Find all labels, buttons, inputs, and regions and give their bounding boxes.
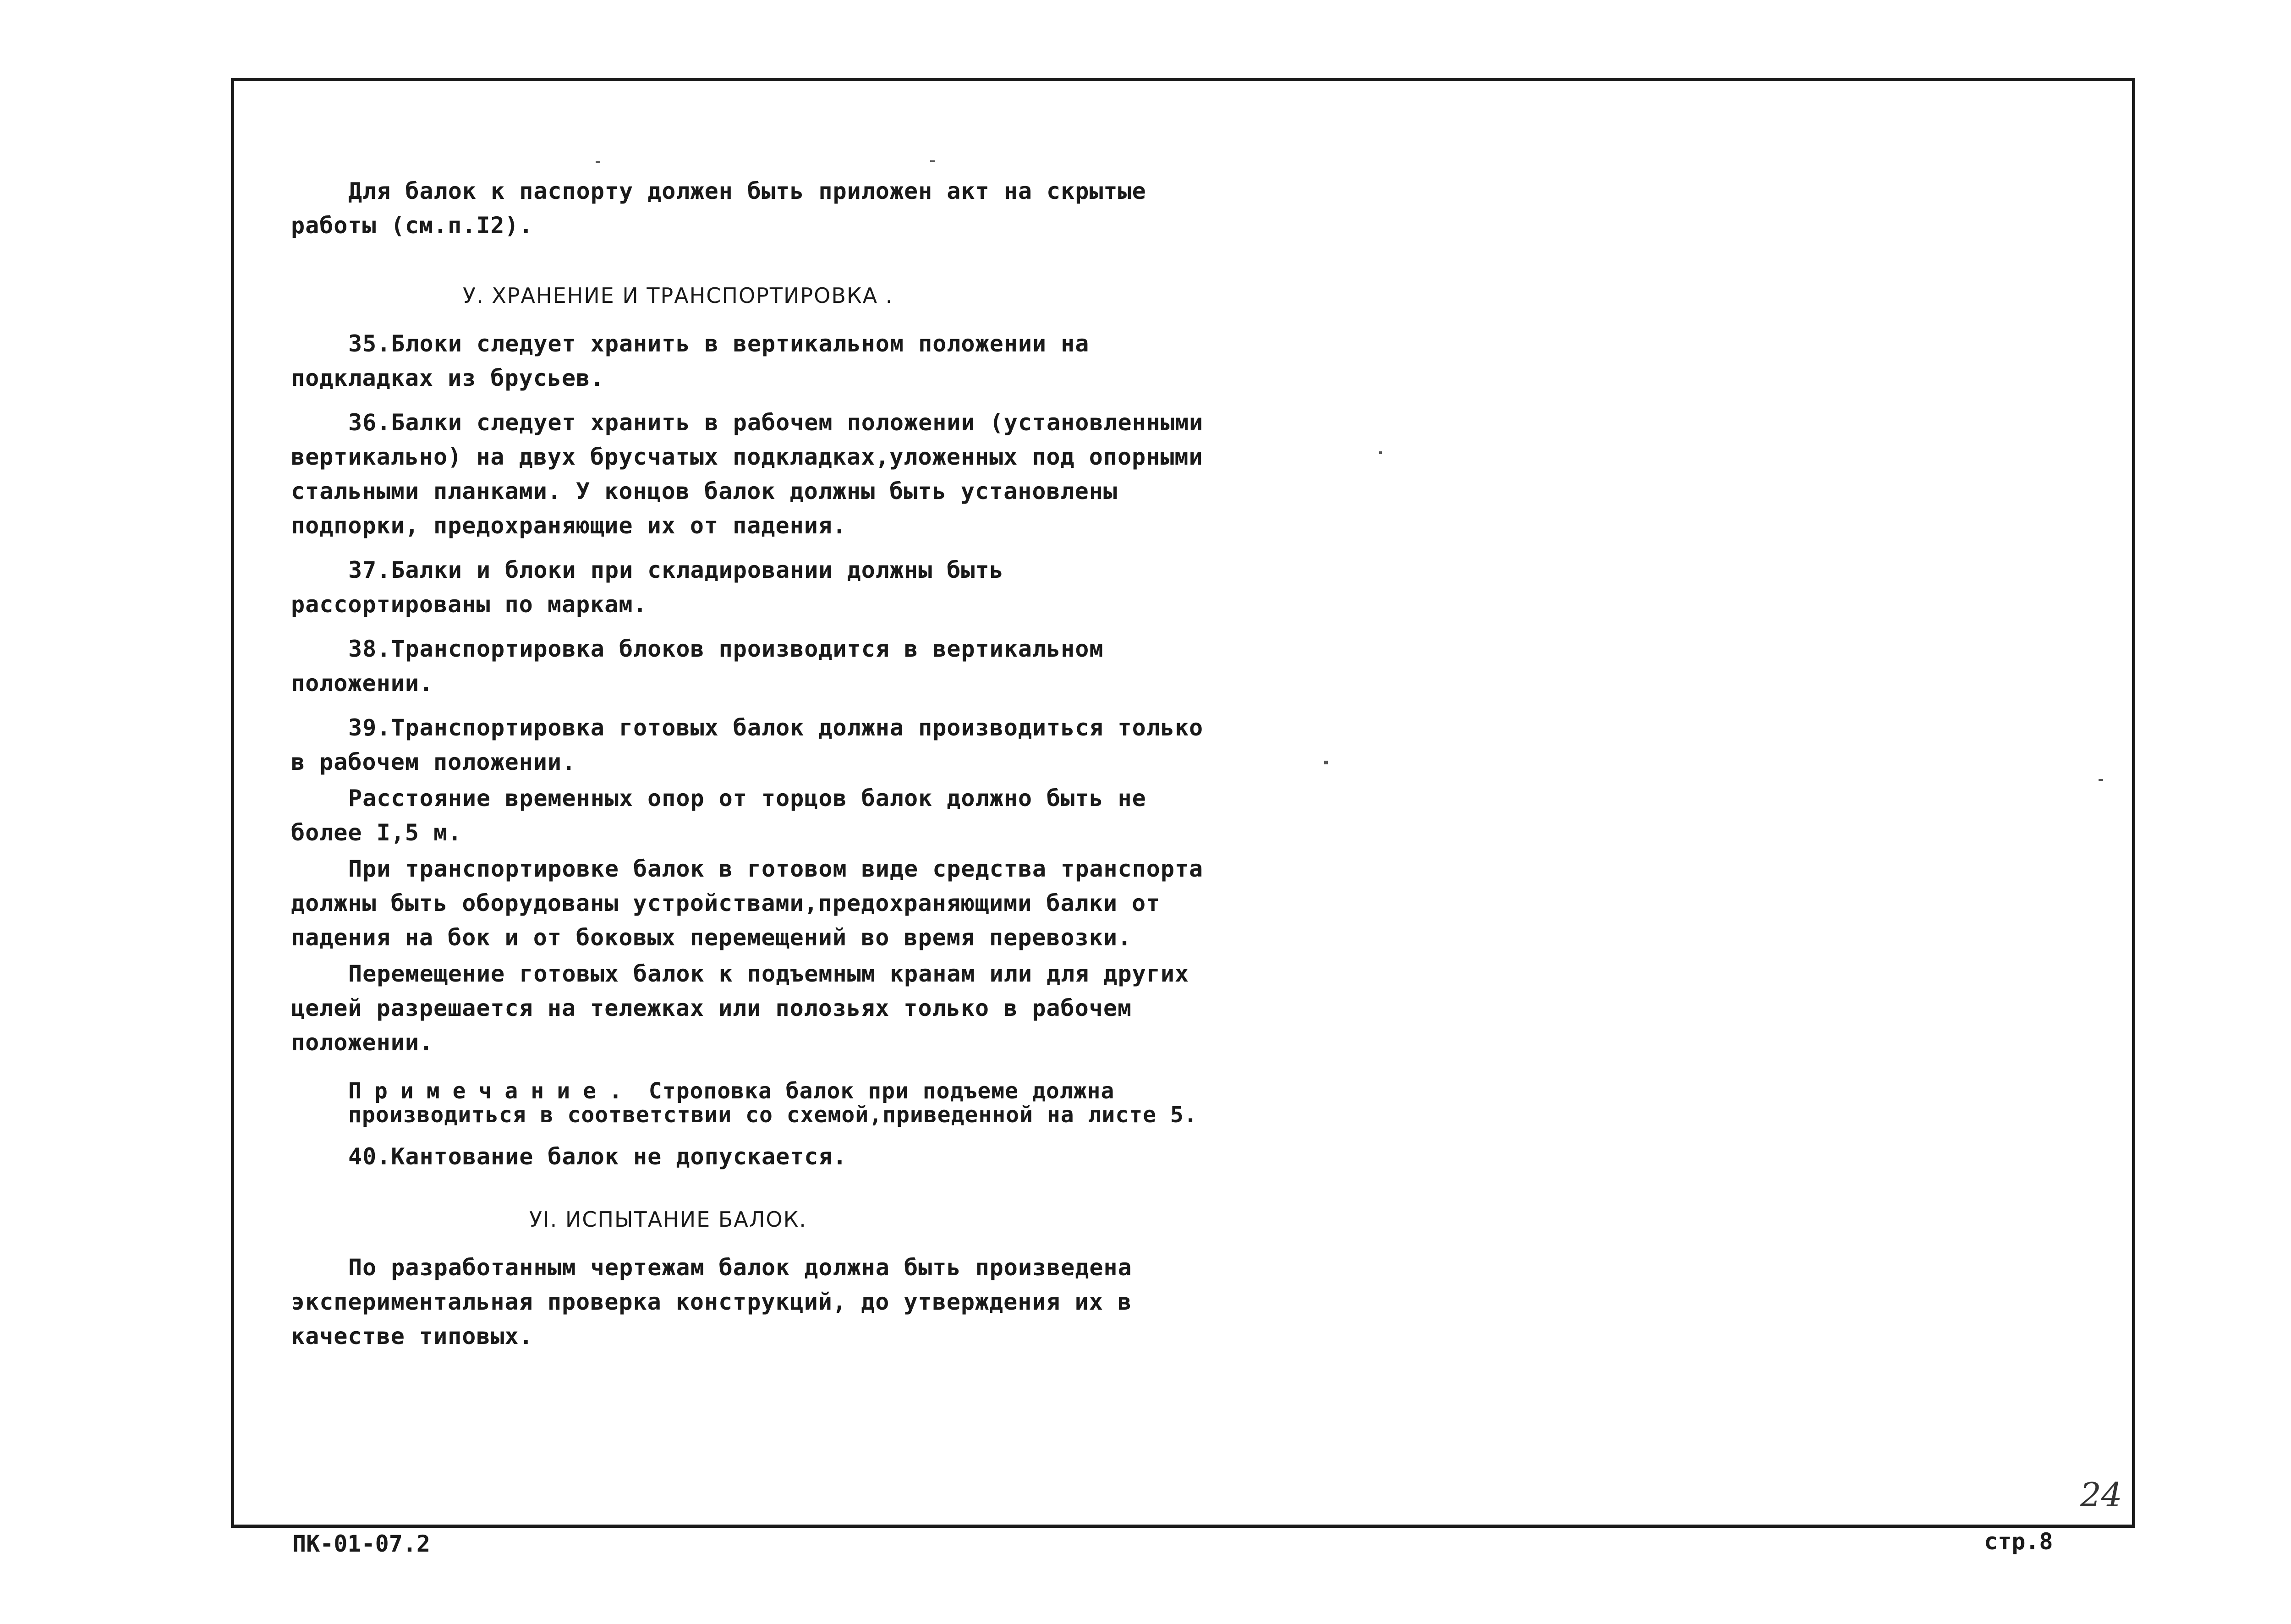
scan-speck bbox=[2099, 779, 2103, 781]
paragraph-36: 36.Балки следует хранить в рабочем положении (установленными вертикально) на двух брусчатых подкладках,уложенных под опорными стальными планками. У концов балок должны быть установлены подпорки, предохраняющие их от падения. bbox=[291, 409, 1204, 539]
handwritten-sheet-number: 24 bbox=[2080, 1476, 2122, 1514]
paragraph-39-moving: Перемещение готовых балок к подъемным кранам или для других целей разрешается на тележках или полозьях только в рабочем положении. bbox=[291, 960, 1189, 1056]
section-6-title: УI. ИСПЫТАНИЕ БАЛОК. bbox=[529, 1207, 807, 1232]
paragraph-40: 40.Кантование балок не допускается. bbox=[348, 1143, 847, 1170]
note-label: Примечание. bbox=[348, 1078, 635, 1104]
scan-speck bbox=[1324, 761, 1328, 764]
document-body bbox=[291, 174, 1207, 1364]
scan-speck bbox=[1379, 451, 1382, 454]
paragraph-testing: По разработанным чертежам балок должна быть произведена экспериментальная проверка конструкций, до утверждения их в качестве типовых. bbox=[291, 1254, 1132, 1350]
note bbox=[291, 1079, 1207, 1127]
paragraph-38: 38.Транспортировка блоков производится в вертикальном положении. bbox=[291, 636, 1104, 697]
paragraph-intro: Для балок к паспорту должен быть приложен акт на скрытые работы (см.п.I2). bbox=[291, 178, 1146, 239]
page-number: стр.8 bbox=[1984, 1528, 2053, 1555]
paragraph-39-distance: Расстояние временных опор от торцов балок должно быть не более I,5 м. bbox=[291, 785, 1146, 846]
scan-speck bbox=[596, 161, 600, 163]
paragraph-39-transport: При транспортировке балок в готовом виде средства транспорта должны быть оборудованы устройствами,предохраняющими балки от падения на бок и от боковых перемещений во время перевозки. bbox=[291, 856, 1204, 951]
paragraph-37: 37.Балки и блоки при складировании должны быть рассортированы по маркам. bbox=[291, 557, 1004, 618]
paragraph-39: 39.Транспортировка готовых балок должна производиться только в рабочем положении. bbox=[291, 714, 1204, 775]
section-5-title: У. ХРАНЕНИЕ И ТРАНСПОРТИРОВКА . bbox=[463, 283, 893, 308]
paragraph-35: 35.Блоки следует хранить в вертикальном положении на подкладках из брусьев. bbox=[291, 330, 1090, 391]
document-code: ПК-01-07.2 bbox=[292, 1531, 431, 1557]
note-text: Строповка балок при подъеме должна производиться в соответствии со схемой,приведенной на листе 5. bbox=[348, 1078, 1198, 1128]
scan-speck bbox=[930, 160, 935, 162]
